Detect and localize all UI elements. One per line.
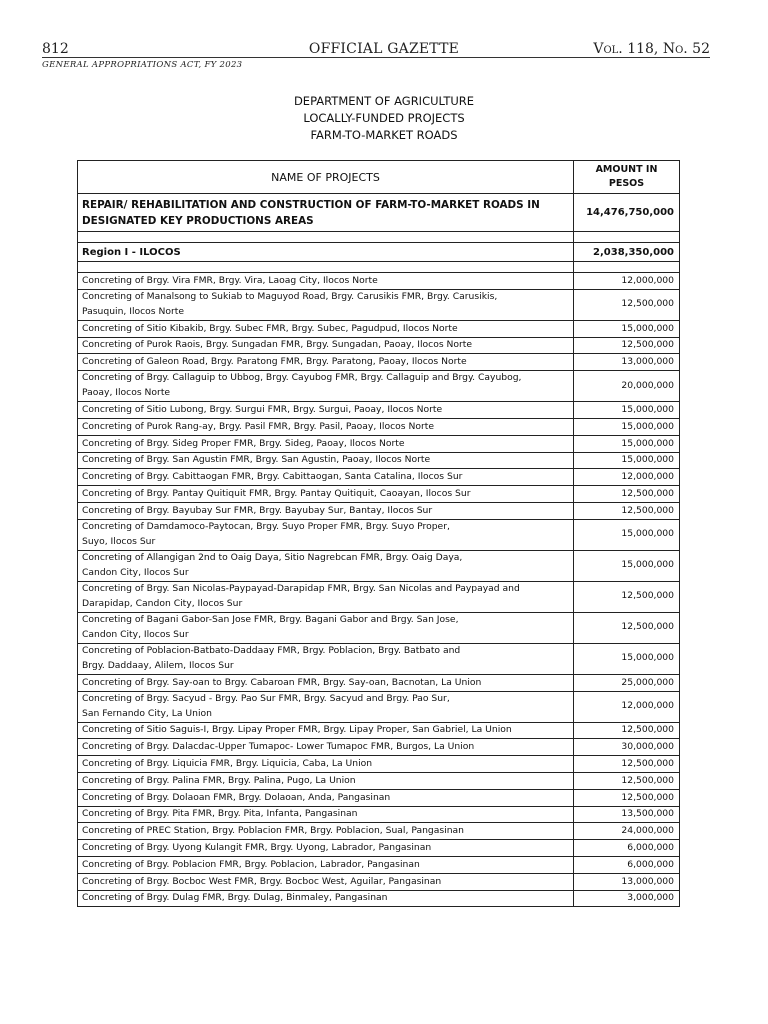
project-amount: 15,000,000 [574, 402, 680, 419]
volume-number: Vol. 118, No. 52 [593, 41, 710, 57]
project-name: Concreting of Purok Rang-ay, Brgy. Pasil FMR, Brgy. Pasil, Paoay, Ilocos Norte [78, 418, 574, 435]
col-header-name: NAME OF PROJECTS [78, 161, 574, 194]
project-name: Concreting of Manalsong to Sukiab to Maguyod Road, Brgy. Carusikis FMR, Brgy. Carusikis, Pasuquin, Ilocos Norte [78, 289, 574, 320]
project-amount: 15,000,000 [574, 550, 680, 581]
project-amount: 6,000,000 [574, 840, 680, 857]
project-amount: 15,000,000 [574, 452, 680, 469]
project-amount: 12,500,000 [574, 337, 680, 354]
spacer-cell [574, 232, 680, 243]
table-row [78, 273, 680, 290]
program-row [78, 194, 680, 232]
category-title: FARM-TO-MARKET ROADS [310, 127, 458, 142]
project-name: Concreting of Poblacion-Batbato-Daddaay FMR, Brgy. Poblacion, Brgy. Batbato and Brgy. Daddaay, Alilem, Ilocos Sur [78, 643, 574, 674]
table-row [78, 756, 680, 773]
table-row [78, 722, 680, 739]
project-name: Concreting of Brgy. Say-oan to Brgy. Cabaroan FMR, Brgy. Say-oan, Bacnotan, La Union [78, 674, 574, 691]
project-amount: 13,000,000 [574, 354, 680, 371]
table-row [78, 840, 680, 857]
project-name: Concreting of Damdamoco-Paytocan, Brgy. Suyo Proper FMR, Brgy. Suyo Proper, Suyo, Ilocos Sur [78, 519, 574, 550]
project-name: Concreting of Brgy. Pita FMR, Brgy. Pita, Infanta, Pangasinan [78, 806, 574, 823]
table-row [78, 418, 680, 435]
project-name: Concreting of Brgy. Dulag FMR, Brgy. Dulag, Binmaley, Pangasinan [78, 890, 574, 907]
projects-table [77, 160, 680, 907]
table-row [78, 486, 680, 503]
region-name: Region I - ILOCOS [78, 243, 574, 262]
project-name: Concreting of Brgy. Liquicia FMR, Brgy. Liquicia, Caba, La Union [78, 756, 574, 773]
project-name: Concreting of Brgy. Uyong Kulangit FMR, Brgy. Uyong, Labrador, Pangasinan [78, 840, 574, 857]
project-amount: 12,500,000 [574, 722, 680, 739]
department-title: DEPARTMENT OF AGRICULTURE [293, 94, 475, 108]
spacer-cell [78, 232, 574, 243]
project-name: Concreting of Allangigan 2nd to Oaig Daya, Sitio Nagrebcan FMR, Brgy. Oaig Daya, Candon City, Ilocos Sur [78, 550, 574, 581]
project-name: Concreting of Sitio Saguis-I, Brgy. Lipay Proper FMR, Brgy. Lipay Proper, San Gabriel, La Union [78, 722, 574, 739]
project-amount: 12,000,000 [574, 691, 680, 722]
region-amount: 2,038,350,000 [574, 243, 680, 262]
project-amount: 15,000,000 [574, 418, 680, 435]
project-amount: 12,000,000 [574, 469, 680, 486]
table-row [78, 789, 680, 806]
project-name: Concreting of Galeon Road, Brgy. Paratong FMR, Brgy. Paratong, Paoay, Ilocos Norte [78, 354, 574, 371]
table-row [78, 402, 680, 419]
table-row [78, 354, 680, 371]
project-amount: 13,000,000 [574, 873, 680, 890]
table-row [78, 320, 680, 337]
project-name: Concreting of Brgy. Callaguip to Ubbog, Brgy. Cayubog FMR, Brgy. Callaguip and Brgy. Cayubog, Paoay, Ilocos Norte [78, 371, 574, 402]
project-amount: 12,000,000 [574, 273, 680, 290]
act-title: GENERAL APPROPRIATIONS ACT, FY 2023 [42, 60, 243, 70]
table-row [78, 469, 680, 486]
project-amount: 12,500,000 [574, 502, 680, 519]
spacer-row [78, 232, 680, 243]
table-row [78, 674, 680, 691]
project-amount: 15,000,000 [574, 643, 680, 674]
project-name: Concreting of Brgy. Bayubay Sur FMR, Brgy. Bayubay Sur, Bantay, Ilocos Sur [78, 502, 574, 519]
project-name: Concreting of Brgy. Sacyud - Brgy. Pao Sur FMR, Brgy. Sacyud and Brgy. Pao Sur, San Fernando City, La Union [78, 691, 574, 722]
table-row [78, 856, 680, 873]
project-amount: 13,500,000 [574, 806, 680, 823]
table-row [78, 519, 680, 550]
table-row [78, 772, 680, 789]
table-row [78, 337, 680, 354]
project-amount: 12,500,000 [574, 612, 680, 643]
table-body [78, 194, 680, 907]
table-row [78, 739, 680, 756]
project-name: Concreting of Brgy. Palina FMR, Brgy. Palina, Pugo, La Union [78, 772, 574, 789]
project-amount: 15,000,000 [574, 519, 680, 550]
page-number: 812 [42, 41, 69, 57]
table-row [78, 502, 680, 519]
project-name: Concreting of Brgy. San Nicolas-Paypayad-Darapidap FMR, Brgy. San Nicolas and Paypayad and Darapidap, Candon City, Ilocos Sur [78, 581, 574, 612]
project-name: Concreting of Brgy. Sideg Proper FMR, Brgy. Sideg, Paoay, Ilocos Norte [78, 435, 574, 452]
table-row [78, 691, 680, 722]
projects-subtitle: LOCALLY-FUNDED PROJECTS [303, 110, 465, 125]
project-amount: 24,000,000 [574, 823, 680, 840]
table-header-row [78, 161, 680, 194]
project-amount: 12,500,000 [574, 756, 680, 773]
project-amount: 15,000,000 [574, 435, 680, 452]
project-name: Concreting of Sitio Lubong, Brgy. Surgui FMR, Brgy. Surgui, Paoay, Ilocos Norte [78, 402, 574, 419]
project-amount: 30,000,000 [574, 739, 680, 756]
project-amount: 3,000,000 [574, 890, 680, 907]
project-amount: 20,000,000 [574, 371, 680, 402]
project-name: Concreting of Sitio Kibakib, Brgy. Subec FMR, Brgy. Subec, Pagudpud, Ilocos Norte [78, 320, 574, 337]
project-amount: 12,500,000 [574, 789, 680, 806]
table-row [78, 581, 680, 612]
table-row [78, 452, 680, 469]
section-titles [0, 93, 768, 143]
spacer-row [78, 262, 680, 273]
project-name: Concreting of Brgy. Poblacion FMR, Brgy. Poblacion, Labrador, Pangasinan [78, 856, 574, 873]
program-amount: 14,476,750,000 [574, 194, 680, 232]
project-amount: 12,500,000 [574, 486, 680, 503]
col-header-amount: AMOUNT IN PESOS [574, 161, 680, 194]
project-name: Concreting of Brgy. Bocboc West FMR, Brgy. Bocboc West, Aguilar, Pangasinan [78, 873, 574, 890]
project-name: Concreting of Bagani Gabor-San Jose FMR, Brgy. Bagani Gabor and Brgy. San Jose, Candon City, Ilocos Sur [78, 612, 574, 643]
table-row [78, 435, 680, 452]
table-row [78, 890, 680, 907]
region-row [78, 243, 680, 262]
project-amount: 12,500,000 [574, 581, 680, 612]
project-amount: 15,000,000 [574, 320, 680, 337]
project-name: Concreting of PREC Station, Brgy. Poblacion FMR, Brgy. Poblacion, Sual, Pangasinan [78, 823, 574, 840]
publication-title: OFFICIAL GAZETTE [308, 41, 460, 57]
project-name: Concreting of Brgy. Cabittaogan FMR, Brgy. Cabittaogan, Santa Catalina, Ilocos Sur [78, 469, 574, 486]
project-name: Concreting of Purok Raois, Brgy. Sungadan FMR, Brgy. Sungadan, Paoay, Ilocos Norte [78, 337, 574, 354]
table-row [78, 873, 680, 890]
table-row [78, 371, 680, 402]
project-name: Concreting of Brgy. Dolaoan FMR, Brgy. Dolaoan, Anda, Pangasinan [78, 789, 574, 806]
table-row [78, 289, 680, 320]
project-name: Concreting of Brgy. Dalacdac-Upper Tumapoc- Lower Tumapoc FMR, Burgos, La Union [78, 739, 574, 756]
project-name: Concreting of Brgy. Vira FMR, Brgy. Vira, Laoag City, Ilocos Norte [78, 273, 574, 290]
project-amount: 6,000,000 [574, 856, 680, 873]
header-rule [42, 57, 710, 58]
project-name: Concreting of Brgy. San Agustin FMR, Brgy. San Agustin, Paoay, Ilocos Norte [78, 452, 574, 469]
spacer-cell [574, 262, 680, 273]
project-amount: 12,500,000 [574, 289, 680, 320]
table-row [78, 806, 680, 823]
spacer-cell [78, 262, 574, 273]
project-name: Concreting of Brgy. Pantay Quitiquit FMR, Brgy. Pantay Quitiquit, Caoayan, Ilocos Sur [78, 486, 574, 503]
program-name: REPAIR/ REHABILITATION AND CONSTRUCTION OF FARM-TO-MARKET ROADS IN DESIGNATED KEY PRODUCTIONS AREAS [78, 194, 574, 232]
table-row [78, 550, 680, 581]
project-amount: 25,000,000 [574, 674, 680, 691]
table-row [78, 823, 680, 840]
table-row [78, 643, 680, 674]
project-amount: 12,500,000 [574, 772, 680, 789]
table-row [78, 612, 680, 643]
